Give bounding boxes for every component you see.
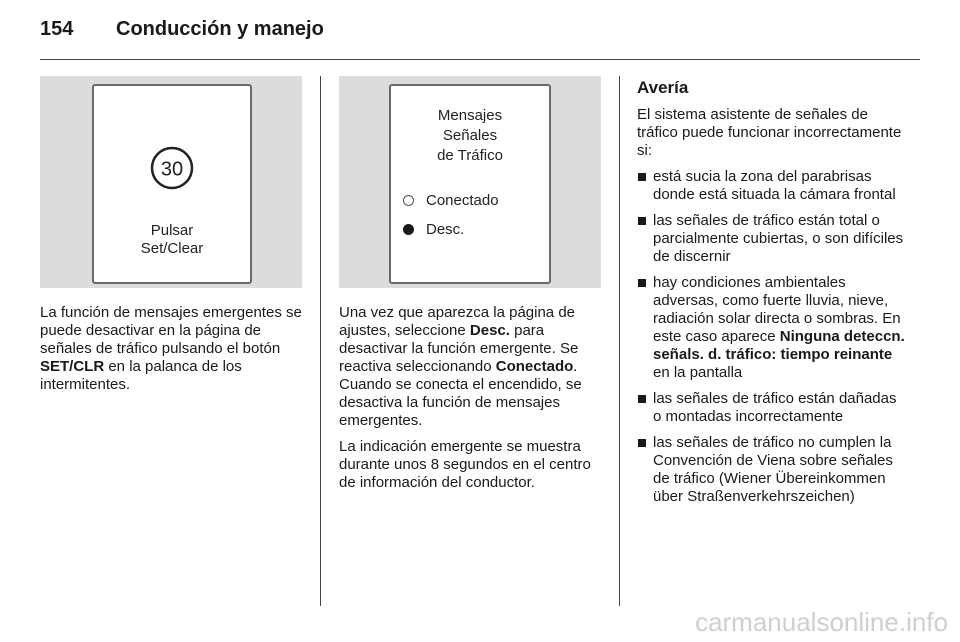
bullet-square-icon xyxy=(638,173,646,181)
paragraph: La indicación emergente se muestra durante unos 8 segundos en el centro de información del conductor. xyxy=(339,438,591,491)
section-intro: El sistema asistente de señales de tráfico puede funcionar incorrectamente si: xyxy=(637,106,902,159)
figure-pulsar-set-clear xyxy=(40,76,302,288)
column-divider-2 xyxy=(619,76,620,606)
sign-value: 30 xyxy=(160,158,184,181)
bullet-list xyxy=(637,168,905,506)
section-heading: Avería xyxy=(637,78,689,97)
bullet-square-icon xyxy=(638,439,646,447)
menu-title-line-1: Mensajes xyxy=(437,107,503,124)
option-desc-label: Desc. xyxy=(426,221,465,238)
bullet-square-icon xyxy=(638,395,646,403)
display-panel xyxy=(92,84,252,284)
watermark: carmanualsonline.info xyxy=(695,607,948,637)
list-item: las señales de tráfico están total o parcialmente cubiertas, o son difíciles de discernir xyxy=(637,212,905,266)
option-desc xyxy=(403,221,464,238)
header-rule xyxy=(40,59,920,60)
caption-line-1: Pulsar xyxy=(150,222,194,239)
column-2-text xyxy=(339,304,605,500)
page-header xyxy=(40,18,324,48)
list-item: las señales de tráfico están dañadas o montadas incorrectamente xyxy=(637,390,905,426)
list-item: está sucia la zona del parabrisas donde está situada la cámara frontal xyxy=(637,168,905,204)
display-panel xyxy=(389,84,551,284)
column-divider-1 xyxy=(320,76,321,606)
menu-title-line-3: de Tráfico xyxy=(437,147,503,164)
speed-limit-sign-icon xyxy=(150,146,194,190)
paragraph: La función de mensajes emergentes se puede desactivar en la página de señales de tráfico pulsando el botón SET/CLR en la palanca de los intermitentes. xyxy=(40,304,302,393)
list-item: las señales de tráfico no cumplen la Convención de Viena sobre señales de tráfico (Wiener Übereinkommen über Straßenverkehrszeichen) xyxy=(637,434,905,506)
menu-title-line-2: Señales xyxy=(442,127,498,144)
column-3-text xyxy=(637,78,905,514)
paragraph: Una vez que aparezca la página de ajustes, seleccione Desc. para desactivar la función emergente. Se reactiva seleccionando Conectado. Cuando se conecta el encendido, se desactiva la función de mensajes emergentes. xyxy=(339,304,582,429)
option-conectado xyxy=(403,192,499,209)
figure-traffic-sign-messages xyxy=(339,76,601,288)
bullet-square-icon xyxy=(638,279,646,287)
radio-empty-icon xyxy=(403,195,414,206)
column-1-text xyxy=(40,304,308,402)
list-item: hay condiciones ambientales adversas, como fuerte lluvia, nieve, radiación solar directa o sombras. En este caso aparece Ninguna deteccn. señals. d. tráfico: tiempo reinante en la pantalla xyxy=(637,274,905,382)
bullet-square-icon xyxy=(638,217,646,225)
option-conectado-label: Conectado xyxy=(426,192,499,209)
page-title: Conducción y manejo xyxy=(116,18,324,40)
menu-title xyxy=(391,106,549,166)
page-number: 154 xyxy=(40,18,74,40)
display-caption xyxy=(94,222,250,258)
radio-filled-icon xyxy=(403,224,414,235)
caption-line-2: Set/Clear xyxy=(140,240,204,257)
